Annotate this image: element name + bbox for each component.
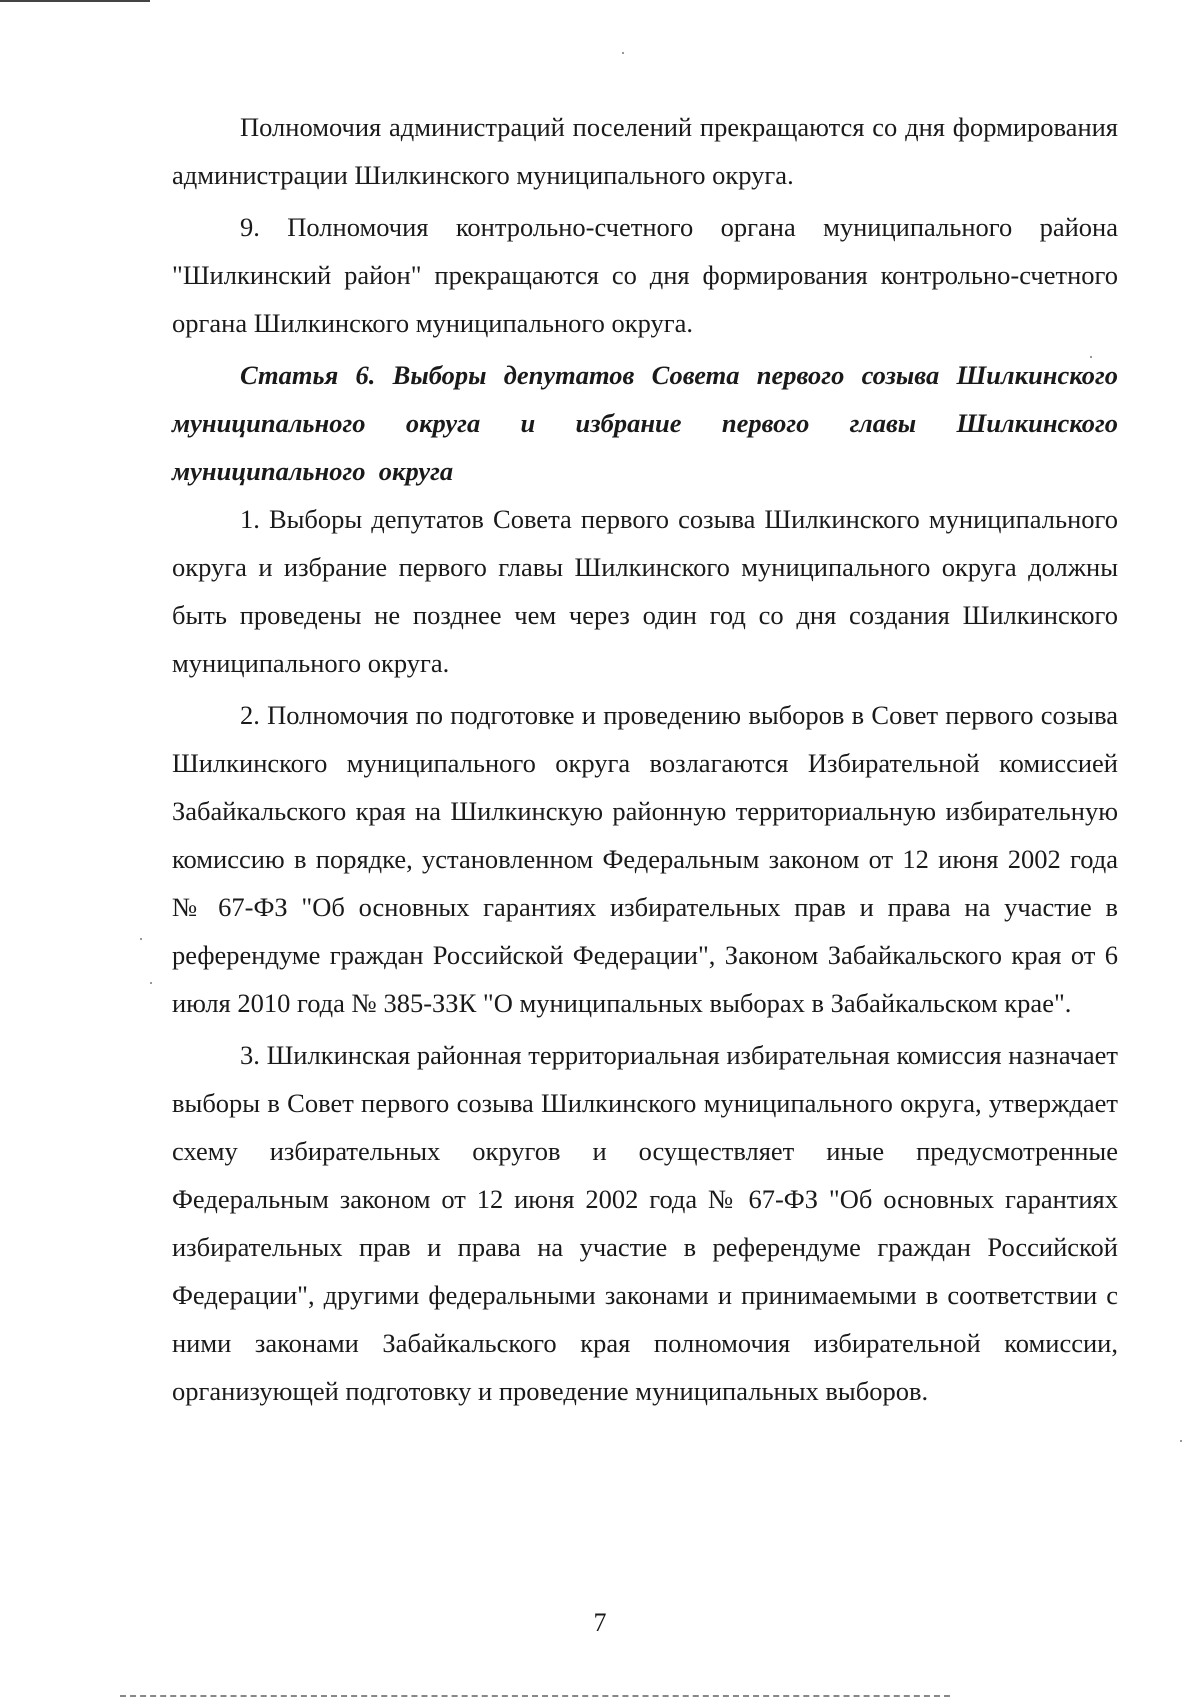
article-6-paragraph-3: 3. Шилкинская районная территориальная избирательная комиссия назначает выборы в Совет первого созыва Шилкинского муниципального округа, утверждает схему избирательных округов и осуществляет иные предусмотренные Федеральным законом от 12 июня 2002 года № 67-ФЗ "Об основных гарантиях избирательных прав и права на участие в референдуме граждан Российской Федерации", другими федеральными законами и принимаемыми в соответствии с ними законами Забайкальского края полномочия избирательной комиссии, организующей подготовку и проведение муниципальных выборов. xyxy=(172,1040,1118,1406)
paragraph-9-control-body: 9. Полномочия контрольно-счетного органа муниципального района "Шилкинский район" прекращаются со дня формирования контрольно-счетного органа Шилкинского муниципального округа. xyxy=(172,212,1118,338)
article-6-paragraph-1: 1. Выборы депутатов Совета первого созыва Шилкинского муниципального округа и избрание первого главы Шилкинского муниципального округа должны быть проведены не позднее чем через один год со дня создания Шилкинского муниципального округа. xyxy=(172,504,1118,678)
paragraph-settlement-administrations: Полномочия администраций поселений прекращаются со дня формирования администрации Шилкинского муниципального округа. xyxy=(172,112,1118,190)
scan-edge-top xyxy=(0,0,150,2)
document-page xyxy=(172,103,1118,1415)
scan-speck xyxy=(622,52,624,54)
article-6-heading: Статья 6. Выборы депутатов Совета первого созыва Шилкинского муниципального округа и избрание первого главы Шилкинского муниципального округа xyxy=(172,360,1118,486)
scan-speck xyxy=(140,938,142,940)
article-6-paragraph-2: 2. Полномочия по подготовке и проведению выборов в Совет первого созыва Шилкинского муниципального округа возлагаются Избирательной комиссией Забайкальского края на Шилкинскую районную территориальную избирательную комиссию в порядке, установленном Федеральным законом от 12 июня 2002 года № 67-ФЗ "Об основных гарантиях избирательных прав и права на участие в референдуме граждан Российской Федерации", Законом Забайкальского края от 6 июля 2010 года № 385-ЗЗК "О муниципальных выборах в Забайкальском крае". xyxy=(172,700,1118,1018)
page-number: 7 xyxy=(593,1608,607,1637)
scan-edge-bottom xyxy=(120,1695,950,1697)
scan-speck xyxy=(1090,356,1092,358)
scan-speck xyxy=(150,982,152,984)
scan-speck xyxy=(1180,1440,1182,1442)
